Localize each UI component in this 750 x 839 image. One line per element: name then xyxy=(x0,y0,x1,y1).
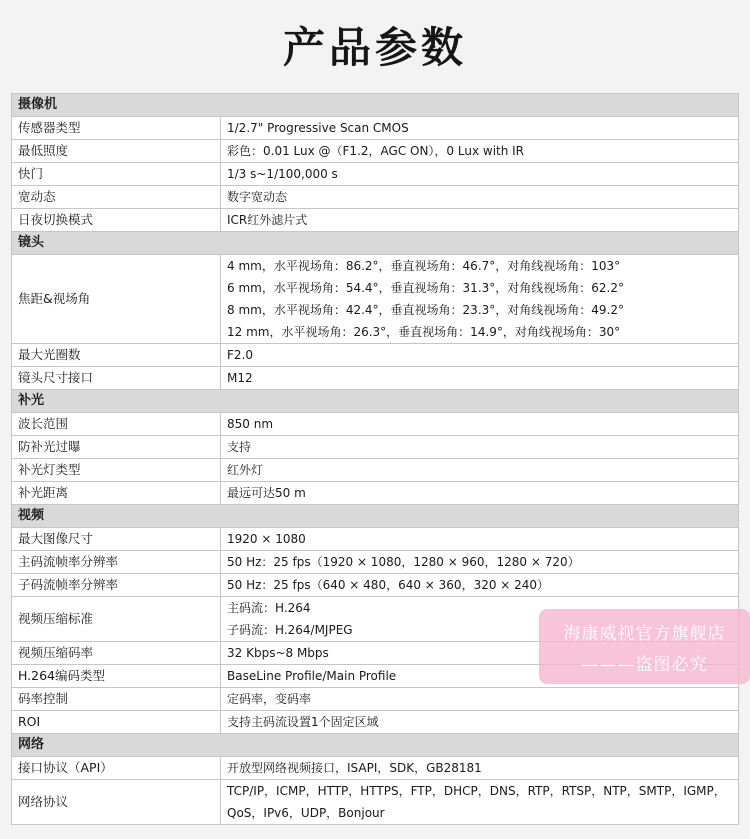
spec-label: 视频压缩标准 xyxy=(12,597,221,642)
spec-value-line: QoS，IPv6，UDP，Bonjour xyxy=(227,806,385,820)
table-row xyxy=(12,528,739,551)
spec-value xyxy=(221,140,739,163)
spec-value-line: 50 Hz：25 fps（1920 × 1080，1280 × 960，1280 × 720） xyxy=(227,555,580,569)
spec-label: 网络协议 xyxy=(12,780,221,825)
spec-label: 最大图像尺寸 xyxy=(12,528,221,551)
spec-value-line: 支持 xyxy=(227,440,252,454)
spec-value xyxy=(221,255,739,344)
watermark xyxy=(539,609,750,684)
table-row xyxy=(12,574,739,597)
section-header xyxy=(12,390,739,413)
spec-value xyxy=(221,711,739,734)
watermark-line2: ———盗图必究 xyxy=(581,654,708,675)
table-row xyxy=(12,186,739,209)
section-header xyxy=(12,505,739,528)
spec-value-line: 定码率，变码率 xyxy=(227,692,312,706)
spec-value xyxy=(221,163,739,186)
table-row xyxy=(12,482,739,505)
spec-value xyxy=(221,209,739,232)
table-row xyxy=(12,757,739,780)
table-row xyxy=(12,688,739,711)
table-row xyxy=(12,255,739,344)
spec-value xyxy=(221,459,739,482)
section-header xyxy=(12,94,739,117)
spec-value xyxy=(221,367,739,390)
spec-value xyxy=(221,574,739,597)
table-row xyxy=(12,163,739,186)
table-row xyxy=(12,436,739,459)
spec-label: 码率控制 xyxy=(12,688,221,711)
spec-value-line: 数字宽动态 xyxy=(227,190,288,204)
table-row xyxy=(12,140,739,163)
section-title: 摄像机 xyxy=(12,94,739,117)
spec-label: 快门 xyxy=(12,163,221,186)
spec-label: 主码流帧率分辨率 xyxy=(12,551,221,574)
spec-label: 防补光过曝 xyxy=(12,436,221,459)
page-title: 产品参数 xyxy=(282,23,467,72)
spec-label: 波长范围 xyxy=(12,413,221,436)
spec-value-line: 1/2.7" Progressive Scan CMOS xyxy=(227,121,409,135)
table-row xyxy=(12,117,739,140)
spec-value-line: M12 xyxy=(227,371,253,385)
spec-label: 补光灯类型 xyxy=(12,459,221,482)
spec-value-line: 开放型网络视频接口，ISAPI，SDK，GB28181 xyxy=(227,761,482,775)
spec-value-line: 1/3 s~1/100,000 s xyxy=(227,167,338,181)
spec-value xyxy=(221,436,739,459)
spec-value xyxy=(221,528,739,551)
spec-label: 补光距离 xyxy=(12,482,221,505)
section-title: 镜头 xyxy=(12,232,739,255)
spec-value xyxy=(221,186,739,209)
spec-value xyxy=(221,551,739,574)
spec-table xyxy=(11,93,739,825)
section-title: 网络 xyxy=(12,734,739,757)
spec-label: 宽动态 xyxy=(12,186,221,209)
spec-label: ROI xyxy=(12,711,221,734)
title-bar xyxy=(0,0,750,92)
spec-value xyxy=(221,344,739,367)
section-title: 补光 xyxy=(12,390,739,413)
spec-value-line: 850 nm xyxy=(227,417,274,431)
spec-value xyxy=(221,688,739,711)
table-row xyxy=(12,209,739,232)
spec-label: 最低照度 xyxy=(12,140,221,163)
spec-label: 子码流帧率分辨率 xyxy=(12,574,221,597)
table-row xyxy=(12,459,739,482)
spec-value-line: 红外灯 xyxy=(227,463,264,477)
spec-label: 视频压缩码率 xyxy=(12,642,221,665)
watermark-line1: 海康威视官方旗舰店 xyxy=(563,623,726,644)
spec-label: 最大光圈数 xyxy=(12,344,221,367)
section-title: 视频 xyxy=(12,505,739,528)
table-row xyxy=(12,780,739,825)
table-row xyxy=(12,413,739,436)
spec-value-line: ICR红外滤片式 xyxy=(227,213,308,227)
table-row xyxy=(12,551,739,574)
spec-label: H.264编码类型 xyxy=(12,665,221,688)
section-header xyxy=(12,734,739,757)
spec-value-line: 最远可达50 m xyxy=(227,486,306,500)
spec-value xyxy=(221,413,739,436)
spec-value-line: 彩色：0.01 Lux @（F1.2，AGC ON），0 Lux with IR xyxy=(227,144,525,158)
spec-value-line: 32 Kbps~8 Mbps xyxy=(227,646,329,660)
spec-value-line: 1920 × 1080 xyxy=(227,532,306,546)
spec-value xyxy=(221,482,739,505)
spec-label: 日夜切换模式 xyxy=(12,209,221,232)
spec-label: 镜头尺寸接口 xyxy=(12,367,221,390)
spec-label: 焦距&视场角 xyxy=(12,255,221,344)
spec-value xyxy=(221,117,739,140)
spec-value xyxy=(221,757,739,780)
spec-label: 接口协议（API） xyxy=(12,757,221,780)
table-row xyxy=(12,344,739,367)
spec-value-line: F2.0 xyxy=(227,348,253,362)
table-row xyxy=(12,367,739,390)
spec-value-line: 4 mm，水平视场角：86.2°，垂直视场角：46.7°，对角线视场角：103° xyxy=(227,259,621,273)
spec-value-line: 6 mm，水平视场角：54.4°，垂直视场角：31.3°，对角线视场角：62.2° xyxy=(227,281,624,295)
spec-value-line: 子码流：H.264/MJPEG xyxy=(227,623,353,637)
spec-label: 传感器类型 xyxy=(12,117,221,140)
section-header xyxy=(12,232,739,255)
spec-value xyxy=(221,780,739,825)
spec-value-line: 8 mm，水平视场角：42.4°，垂直视场角：23.3°，对角线视场角：49.2° xyxy=(227,303,624,317)
spec-value-line: 12 mm，水平视场角：26.3°，垂直视场角：14.9°，对角线视场角：30° xyxy=(227,325,621,339)
table-row xyxy=(12,711,739,734)
spec-value-line: TCP/IP，ICMP，HTTP，HTTPS，FTP，DHCP，DNS，RTP，RTSP，NTP，SMTP，IGMP， xyxy=(227,784,726,798)
spec-value-line: 50 Hz：25 fps（640 × 480，640 × 360，320 × 240） xyxy=(227,578,550,592)
spec-value-line: 支持主码流设置1个固定区域 xyxy=(227,715,379,729)
spec-value-line: 主码流：H.264 xyxy=(227,601,311,615)
spec-value-line: BaseLine Profile/Main Profile xyxy=(227,669,397,683)
